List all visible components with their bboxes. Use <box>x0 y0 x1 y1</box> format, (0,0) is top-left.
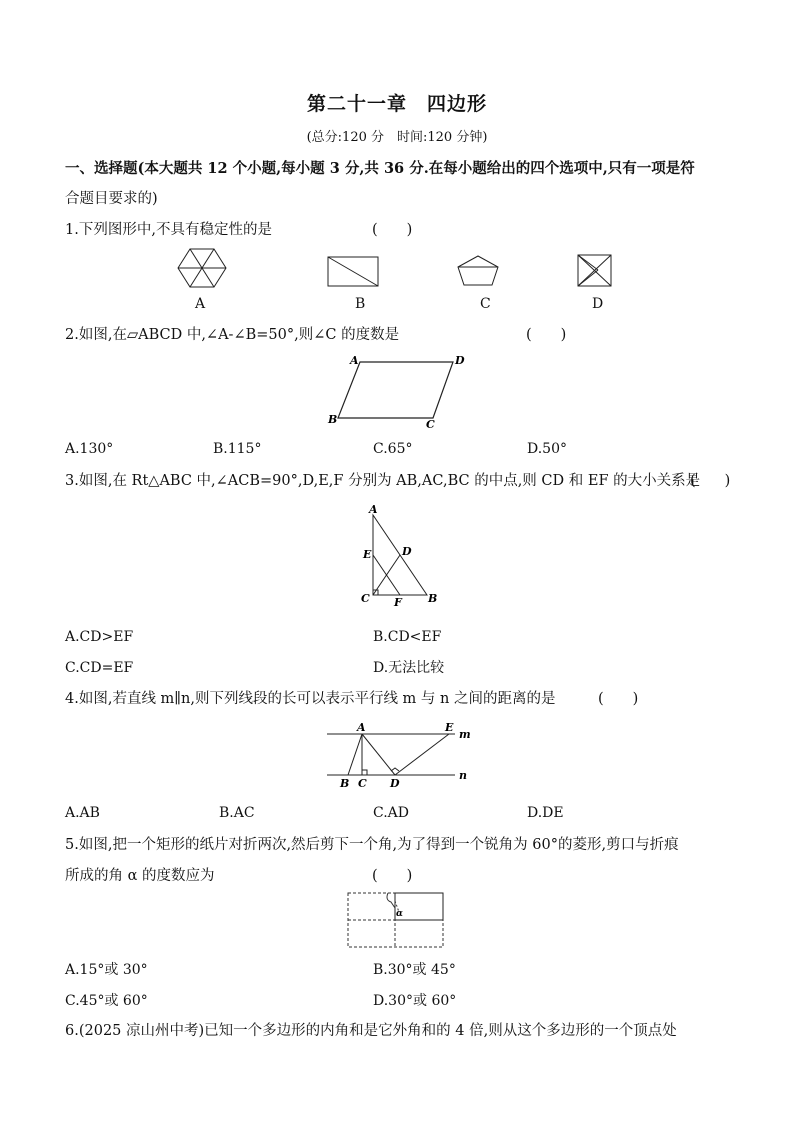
q1-label-b: B <box>355 296 366 312</box>
q5-stem-line2: 所成的角 α 的度数应为 <box>65 868 215 884</box>
q1-figure-rectangle <box>328 257 378 286</box>
q3-label-c: C <box>361 592 370 605</box>
q2-label-b: B <box>328 413 338 426</box>
q1-figure-pentagon <box>458 256 498 285</box>
q2-option-a: A.130° <box>65 441 114 457</box>
q4-segment-de <box>395 734 449 775</box>
q2-option-c: C.65° <box>373 441 413 457</box>
q1-label-c: C <box>480 296 491 312</box>
q3-option-b: B.CD<EF <box>373 629 442 645</box>
q5-option-c: C.45°或 60° <box>65 993 148 1009</box>
q4-label-m: m <box>459 728 471 741</box>
q2-label-a: A <box>350 354 359 367</box>
q4-stem: 4.如图,若直线 m∥n,则下列线段的长可以表示平行线 m 与 n 之间的距离的是 <box>65 691 556 707</box>
q4-label-n: n <box>459 769 467 782</box>
q2-parallelogram <box>338 362 453 418</box>
q4-option-c: C.AD <box>373 805 409 821</box>
q5-option-a: A.15°或 30° <box>65 962 148 978</box>
q4-label-c: C <box>358 777 367 790</box>
q1-figure-bowtie <box>578 255 611 286</box>
q3-label-d: D <box>402 545 412 558</box>
section-heading-line2: 合题目要求的) <box>65 191 158 207</box>
q6-stem: 6.(2025 凉山州中考)已知一个多边形的内角和是它外角和的 4 倍,则从这个多边形的一个顶点处 <box>65 1023 677 1039</box>
q1-answer-paren: ( ) <box>372 222 413 238</box>
q3-option-a: A.CD>EF <box>65 629 134 645</box>
q2-stem: 2.如图,在▱ABCD 中,∠A-∠B=50°,则∠C 的度数是 <box>65 327 400 343</box>
q4-label-b: B <box>340 777 350 790</box>
q4-right-angle-d <box>391 768 399 771</box>
q4-segment-ad <box>362 734 395 775</box>
q3-answer-paren: ( ) <box>690 473 731 489</box>
q5-option-d: D.30°或 60° <box>373 993 457 1009</box>
q4-answer-paren: ( ) <box>598 691 639 707</box>
section-heading-line1: 一、选择题(本大题共 12 个小题,每小题 3 分,共 36 分.在每小题给出的四个选项中,只有一项是符 <box>65 160 695 177</box>
q5-folded-paper-figure <box>345 890 447 952</box>
q2-option-d: D.50° <box>527 441 567 457</box>
q4-label-e: E <box>445 721 454 734</box>
q2-parallelogram-figure <box>320 350 470 430</box>
q5-answer-paren: ( ) <box>372 868 413 884</box>
page-title: 第二十一章 四边形 <box>306 93 487 115</box>
q3-option-c: C.CD=EF <box>65 660 134 676</box>
q4-option-a: A.AB <box>65 805 100 821</box>
q5-option-b: B.30°或 45° <box>373 962 456 978</box>
q4-right-angle-c <box>362 770 367 775</box>
q4-segment-ab <box>348 734 362 775</box>
q2-option-b: B.115° <box>213 441 262 457</box>
page-subtitle: (总分:120 分 时间:120 分钟) <box>306 130 488 145</box>
q1-figures <box>175 247 635 293</box>
q2-answer-paren: ( ) <box>526 327 567 343</box>
q3-label-b: B <box>428 592 438 605</box>
q4-option-b: B.AC <box>219 805 255 821</box>
q1-figure-hexagon <box>178 249 226 287</box>
q3-label-e: E <box>363 548 372 561</box>
q4-label-d: D <box>390 777 400 790</box>
q2-label-c: C <box>426 418 435 430</box>
q2-label-d: D <box>455 354 465 367</box>
q3-label-f: F <box>394 596 402 609</box>
q4-option-d: D.DE <box>527 805 564 821</box>
q3-option-d: D.无法比较 <box>373 660 445 676</box>
q4-parallel-lines-figure <box>320 717 480 792</box>
q5-scissors-cut <box>387 893 395 908</box>
q5-label-alpha: α <box>396 909 403 919</box>
q5-stem-line1: 5.如图,把一个矩形的纸片对折两次,然后剪下一个角,为了得到一个锐角为 60°的菱形,剪口与折痕 <box>65 837 679 853</box>
q3-triangle-figure <box>350 500 445 612</box>
q1-stem: 1.下列图形中,不具有稳定性的是 <box>65 222 272 238</box>
q3-stem: 3.如图,在 Rt△ABC 中,∠ACB=90°,D,E,F 分别为 AB,AC,BC 的中点,则 CD 和 EF 的大小关系是 <box>65 473 701 489</box>
q1-label-d: D <box>592 296 604 312</box>
q1-label-a: A <box>195 296 206 312</box>
q3-label-a: A <box>369 503 378 516</box>
q4-label-a: A <box>357 721 366 734</box>
